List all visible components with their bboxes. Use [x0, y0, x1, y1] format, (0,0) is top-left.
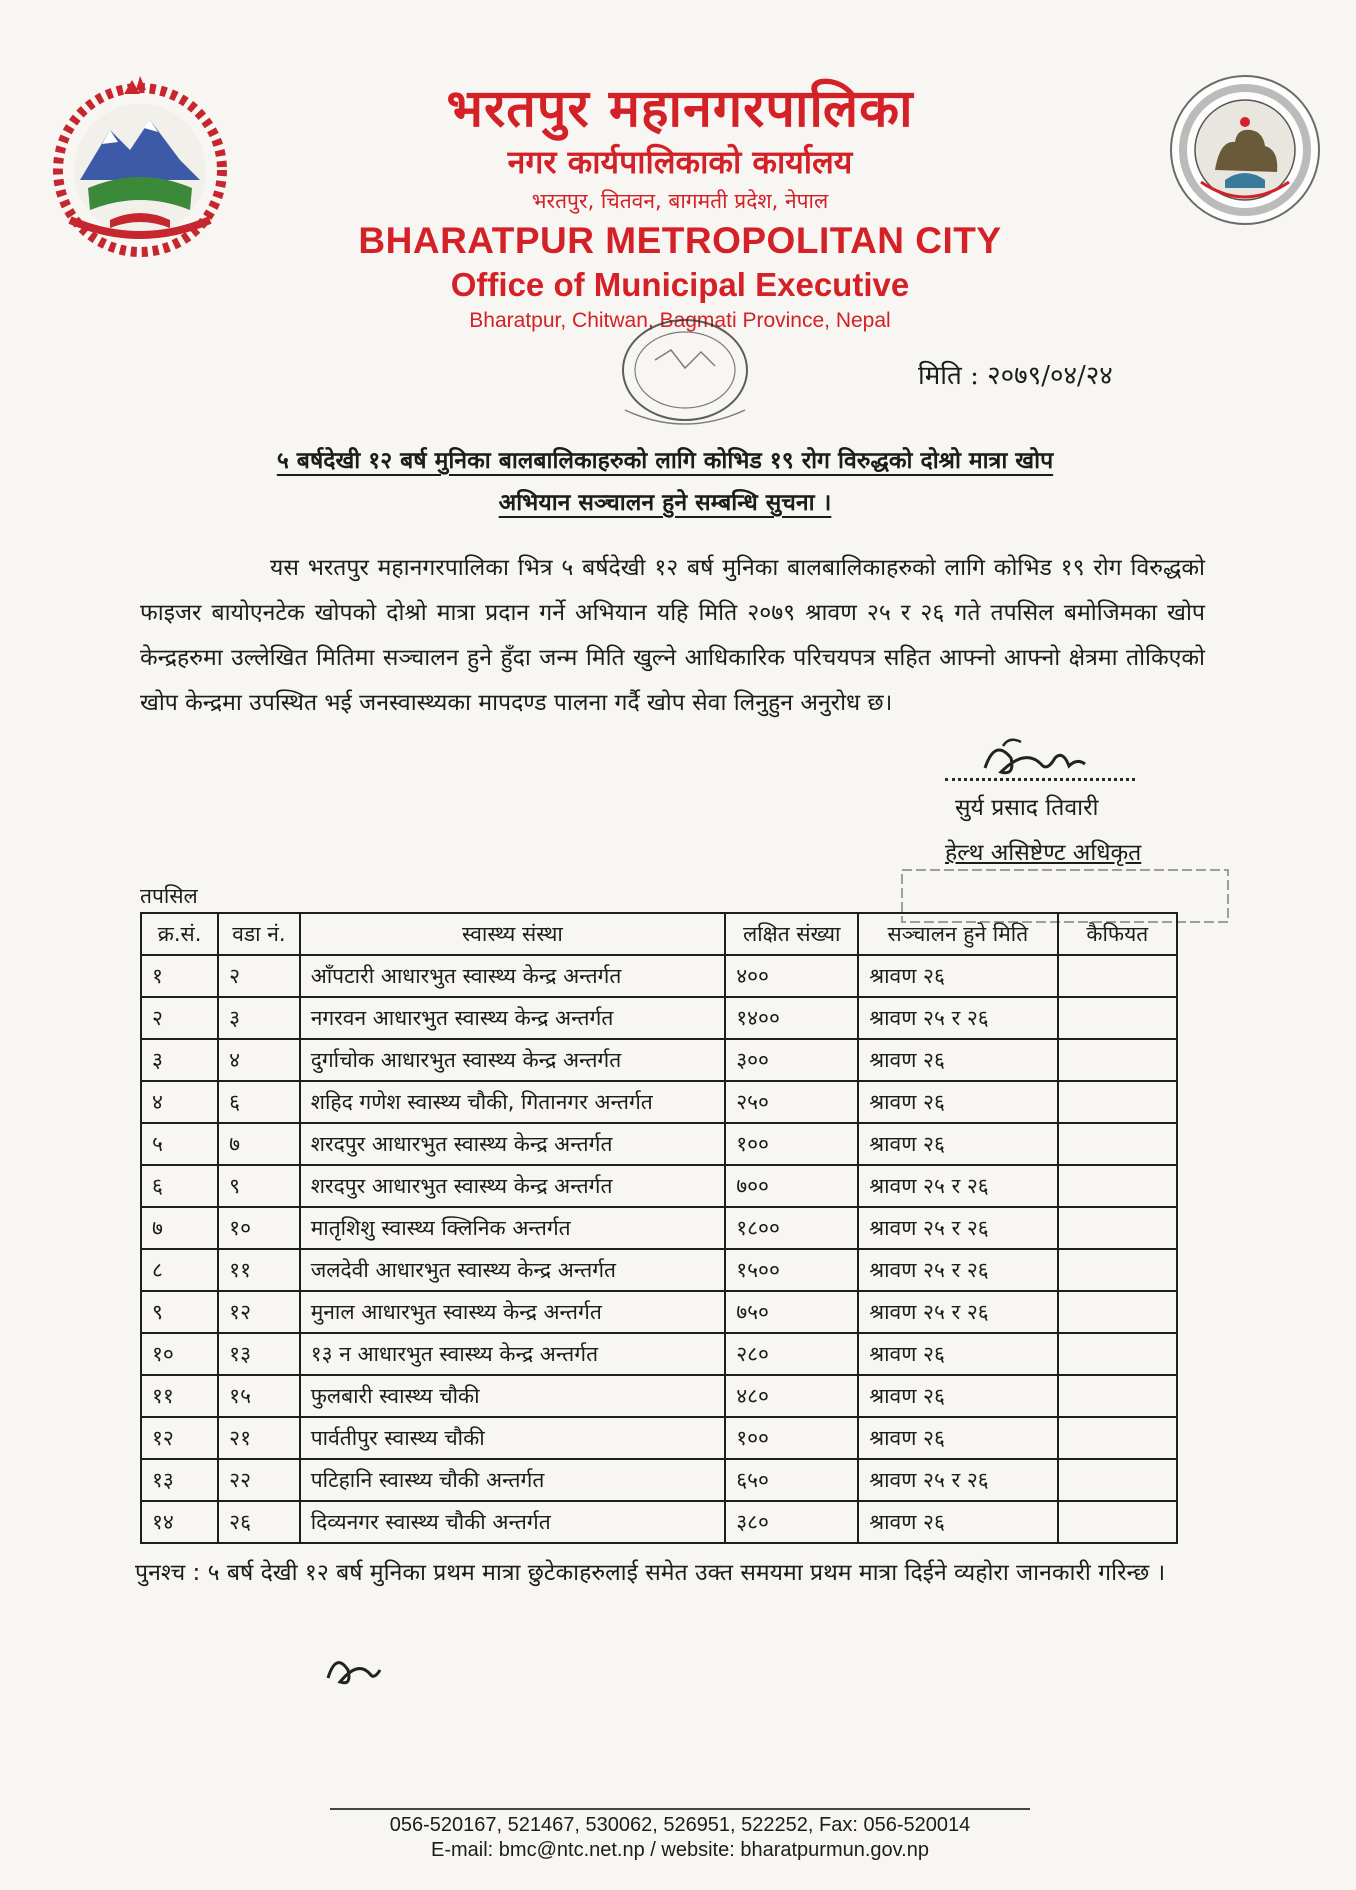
col-ward: वडा नं. — [218, 913, 300, 955]
office-subtitle-en: Office of Municipal Executive — [450, 266, 910, 303]
col-date: सञ्चालन हुने मिति — [858, 913, 1057, 955]
cell-target: ६५० — [725, 1459, 858, 1501]
subject-heading — [140, 440, 1190, 524]
cell-serial: १२ — [141, 1417, 218, 1459]
cell-serial: ७ — [141, 1207, 218, 1249]
bharatpur-seal-icon — [1165, 70, 1325, 230]
cell-institution: पटिहानि स्वास्थ्य चौकी अन्तर्गत — [300, 1459, 726, 1501]
cell-serial: १४ — [141, 1501, 218, 1543]
cell-remarks — [1058, 1207, 1177, 1249]
cell-date: श्रावण २६ — [858, 955, 1057, 997]
cell-institution: मातृशिशु स्वास्थ्य क्लिनिक अन्तर्गत — [300, 1207, 726, 1249]
cell-remarks — [1058, 1417, 1177, 1459]
cell-ward: ४ — [218, 1039, 300, 1081]
cell-date: श्रावण २५ र २६ — [858, 1249, 1057, 1291]
cell-date: श्रावण २६ — [858, 1501, 1057, 1543]
cell-serial: ५ — [141, 1123, 218, 1165]
cell-target: ७०० — [725, 1165, 858, 1207]
cell-institution: शरदपुर आधारभुत स्वास्थ्य केन्द्र अन्तर्गत — [300, 1165, 726, 1207]
signatory-name: सुर्य प्रसाद तिवारी — [955, 795, 1099, 821]
cell-institution: मुनाल आधारभुत स्वास्थ्य केन्द्र अन्तर्गत — [300, 1291, 726, 1333]
footer — [250, 1812, 1110, 1862]
footer-email-web: E-mail: bmc@ntc.net.np / website: bharatpurmun.gov.np — [431, 1839, 929, 1861]
office-title-np: भरतपुर महानगरपालिका — [446, 78, 914, 139]
cell-target: १४०० — [725, 997, 858, 1039]
cell-ward: १३ — [218, 1333, 300, 1375]
col-serial: क्र.सं. — [141, 913, 218, 955]
cell-remarks — [1058, 1291, 1177, 1333]
cell-target: १५०० — [725, 1249, 858, 1291]
cell-target: ३०० — [725, 1039, 858, 1081]
table-row — [141, 1333, 1177, 1375]
subject-line-2: अभियान सञ्चालन हुने सम्बन्धि सुचना । — [498, 490, 832, 516]
cell-date: श्रावण २५ र २६ — [858, 997, 1057, 1039]
letter-date: मिति : २०७९/०४/२४ — [918, 361, 1113, 391]
cell-remarks — [1058, 1249, 1177, 1291]
cell-ward: ३ — [218, 997, 300, 1039]
body-paragraph: यस भरतपुर महानगरपालिका भित्र ५ बर्षदेखी १२ बर्ष मुनिका बालबालिकाहरुको लागि कोभिड १९ रोग विरुद्धको फाइजर बायोएनटेक खोपको दोश्रो मात्रा प्रदान गर्ने अभियान यहि मिति २०७९ श्रावण २५ र २६ गते तपसिल बमोजिमका खोप केन्द्रहरुमा उल्लेखित मितिमा सञ्चालन हुने हुँदा जन्म मिति खुल्ने आधिकारिक परिचयपत्र सहित आफ्नो आफ्नो क्षेत्रमा तोकिएको खोप केन्द्रमा उपस्थित भई जनस्वास्थ्यका मापदण्ड पालना गर्दै खोप सेवा लिनुहुन अनुरोध छ। — [140, 555, 1205, 716]
cell-institution: नगरवन आधारभुत स्वास्थ्य केन्द्र अन्तर्गत — [300, 997, 726, 1039]
cell-institution: दिव्यनगर स्वास्थ्य चौकी अन्तर्गत — [300, 1501, 726, 1543]
cell-date: श्रावण २६ — [858, 1081, 1057, 1123]
signatory-title: हेल्थ असिष्टेण्ट अधिकृत — [945, 840, 1142, 866]
table-row — [141, 955, 1177, 997]
cell-serial: ६ — [141, 1165, 218, 1207]
table-row — [141, 1207, 1177, 1249]
cell-institution: शहिद गणेश स्वास्थ्य चौकी, गितानगर अन्तर्गत — [300, 1081, 726, 1123]
cell-ward: २२ — [218, 1459, 300, 1501]
col-target: लक्षित संख्या — [725, 913, 858, 955]
letterhead — [250, 78, 1110, 336]
office-address-en: Bharatpur, Chitwan, Bagmati Province, Nepal — [469, 309, 891, 332]
cell-serial: ११ — [141, 1375, 218, 1417]
cell-target: १८०० — [725, 1207, 858, 1249]
cell-date: श्रावण २५ र २६ — [858, 1291, 1057, 1333]
cell-ward: २ — [218, 955, 300, 997]
col-institution: स्वास्थ्य संस्था — [300, 913, 726, 955]
cell-remarks — [1058, 1081, 1177, 1123]
table-row — [141, 997, 1177, 1039]
cell-target: २८० — [725, 1333, 858, 1375]
cell-date: श्रावण २६ — [858, 1417, 1057, 1459]
cell-target: ४८० — [725, 1375, 858, 1417]
cell-target: ३८० — [725, 1501, 858, 1543]
cell-date: श्रावण २५ र २६ — [858, 1459, 1057, 1501]
cell-ward: ९ — [218, 1165, 300, 1207]
schedule-label: तपसिल — [140, 884, 198, 908]
office-stamp-icon — [585, 310, 785, 440]
cell-ward: १० — [218, 1207, 300, 1249]
cell-ward: ७ — [218, 1123, 300, 1165]
nepal-emblem-icon — [40, 70, 240, 260]
cell-ward: २६ — [218, 1501, 300, 1543]
cell-institution: फुलबारी स्वास्थ्य चौकी — [300, 1375, 726, 1417]
table-row — [141, 1039, 1177, 1081]
footer-divider — [330, 1808, 1030, 1810]
table-row — [141, 1081, 1177, 1123]
table-header-row — [141, 913, 1177, 955]
subject-line-1: ५ बर्षदेखी १२ बर्ष मुनिका बालबालिकाहरुको लागि कोभिड १९ रोग विरुद्धको दोश्रो मात्रा खोप — [276, 448, 1054, 474]
table-row — [141, 1375, 1177, 1417]
cell-remarks — [1058, 1459, 1177, 1501]
cell-institution: शरदपुर आधारभुत स्वास्थ्य केन्द्र अन्तर्गत — [300, 1123, 726, 1165]
vaccination-schedule-table — [140, 912, 1178, 1544]
cell-date: श्रावण २६ — [858, 1375, 1057, 1417]
cell-target: ७५० — [725, 1291, 858, 1333]
cell-remarks — [1058, 1165, 1177, 1207]
cell-ward: ६ — [218, 1081, 300, 1123]
cell-target: १०० — [725, 1417, 858, 1459]
table-row — [141, 1249, 1177, 1291]
cell-target: ४०० — [725, 955, 858, 997]
cell-ward: २१ — [218, 1417, 300, 1459]
cell-institution: जलदेवी आधारभुत स्वास्थ्य केन्द्र अन्तर्गत — [300, 1249, 726, 1291]
table-row — [141, 1501, 1177, 1543]
signature-line — [945, 778, 1135, 781]
cell-serial: २ — [141, 997, 218, 1039]
cell-serial: ९ — [141, 1291, 218, 1333]
cell-remarks — [1058, 1375, 1177, 1417]
col-remarks: कैफियत — [1058, 913, 1177, 955]
cell-institution: पार्वतीपुर स्वास्थ्य चौकी — [300, 1417, 726, 1459]
table-row — [141, 1123, 1177, 1165]
cell-date: श्रावण २५ र २६ — [858, 1207, 1057, 1249]
footer-phones: 056-520167, 521467, 530062, 526951, 522252, Fax: 056-520014 — [389, 1814, 971, 1836]
cell-institution: दुर्गाचोक आधारभुत स्वास्थ्य केन्द्र अन्तर्गत — [300, 1039, 726, 1081]
cell-ward: ११ — [218, 1249, 300, 1291]
cell-remarks — [1058, 1039, 1177, 1081]
cell-date: श्रावण २५ र २६ — [858, 1165, 1057, 1207]
cell-institution: १३ न आधारभुत स्वास्थ्य केन्द्र अन्तर्गत — [300, 1333, 726, 1375]
office-address-np: भरतपुर, चितवन, बागमती प्रदेश, नेपाल — [531, 189, 829, 213]
office-subtitle-np: नगर कार्यपालिकाको कार्यालय — [507, 143, 853, 181]
cell-ward: १५ — [218, 1375, 300, 1417]
cell-target: १०० — [725, 1123, 858, 1165]
cell-serial: ८ — [141, 1249, 218, 1291]
cell-date: श्रावण २६ — [858, 1039, 1057, 1081]
cell-date: श्रावण २६ — [858, 1123, 1057, 1165]
table-row — [141, 1291, 1177, 1333]
table-row — [141, 1165, 1177, 1207]
table-row — [141, 1459, 1177, 1501]
cell-remarks — [1058, 955, 1177, 997]
initial-signature-icon — [318, 1640, 398, 1700]
cell-serial: ३ — [141, 1039, 218, 1081]
cell-serial: ४ — [141, 1081, 218, 1123]
office-title-en: BHARATPUR METROPOLITAN CITY — [358, 220, 1002, 261]
cell-serial: १ — [141, 955, 218, 997]
cell-serial: १३ — [141, 1459, 218, 1501]
cell-ward: १२ — [218, 1291, 300, 1333]
table-row — [141, 1417, 1177, 1459]
cell-remarks — [1058, 1333, 1177, 1375]
cell-remarks — [1058, 1123, 1177, 1165]
cell-remarks — [1058, 997, 1177, 1039]
cell-target: २५० — [725, 1081, 858, 1123]
cell-remarks — [1058, 1501, 1177, 1543]
cell-serial: १० — [141, 1333, 218, 1375]
postscript-note: पुनश्च : ५ बर्ष देखी १२ बर्ष मुनिका प्रथम मात्रा छुटेकाहरुलाई समेत उक्त समयमा प्रथम मात्रा दिईने व्यहोरा जानकारी गरिन्छ । — [135, 1560, 1166, 1586]
cell-institution: आँपटारी आधारभुत स्वास्थ्य केन्द्र अन्तर्गत — [300, 955, 726, 997]
cell-date: श्रावण २६ — [858, 1333, 1057, 1375]
